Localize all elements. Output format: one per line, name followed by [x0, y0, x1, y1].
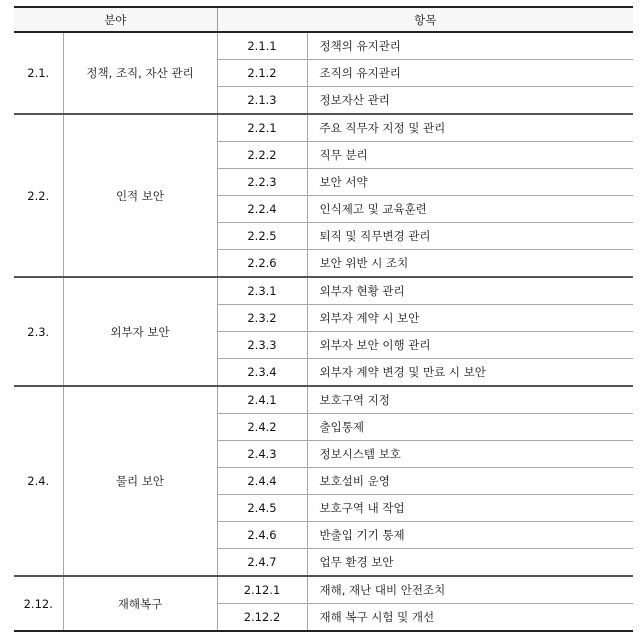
item-name: 반출입 기기 통제	[307, 522, 633, 549]
item-name: 보호구역 내 작업	[307, 495, 633, 522]
item-number: 2.4.5	[217, 495, 307, 522]
item-number: 2.2.1	[217, 114, 307, 142]
item-name: 외부자 계약 변경 및 만료 시 보안	[307, 359, 633, 387]
header-area: 분야	[14, 7, 217, 32]
item-number: 2.3.1	[217, 277, 307, 305]
area-name: 재해복구	[63, 576, 217, 631]
item-name: 조직의 유지관리	[307, 60, 633, 87]
item-number: 2.2.3	[217, 169, 307, 196]
item-name: 보안 서약	[307, 169, 633, 196]
item-name: 직무 분리	[307, 142, 633, 169]
table-body	[14, 32, 633, 631]
item-name: 퇴직 및 직무변경 관리	[307, 223, 633, 250]
item-name: 재해 복구 시험 및 개선	[307, 604, 633, 632]
item-number: 2.12.2	[217, 604, 307, 632]
area-name: 외부자 보안	[63, 277, 217, 386]
item-number: 2.4.7	[217, 549, 307, 577]
table-row	[14, 277, 633, 305]
area-number: 2.4.	[14, 386, 63, 576]
item-number: 2.4.4	[217, 468, 307, 495]
item-name: 정보자산 관리	[307, 87, 633, 115]
header-row	[14, 7, 633, 32]
table-row	[14, 576, 633, 604]
item-name: 재해, 재난 대비 안전조치	[307, 576, 633, 604]
control-items-table	[14, 6, 633, 632]
area-number: 2.1.	[14, 32, 63, 114]
item-number: 2.3.2	[217, 305, 307, 332]
item-name: 업무 환경 보안	[307, 549, 633, 577]
area-number: 2.3.	[14, 277, 63, 386]
area-number: 2.2.	[14, 114, 63, 277]
table-row	[14, 386, 633, 414]
item-name: 보안 위반 시 조치	[307, 250, 633, 278]
item-number: 2.4.1	[217, 386, 307, 414]
item-number: 2.4.3	[217, 441, 307, 468]
item-number: 2.1.3	[217, 87, 307, 115]
item-name: 외부자 계약 시 보안	[307, 305, 633, 332]
item-name: 보호구역 지정	[307, 386, 633, 414]
item-number: 2.1.1	[217, 32, 307, 60]
item-name: 인식제고 및 교육훈련	[307, 196, 633, 223]
item-number: 2.4.2	[217, 414, 307, 441]
table-row	[14, 32, 633, 60]
item-name: 외부자 보안 이행 관리	[307, 332, 633, 359]
item-number: 2.2.4	[217, 196, 307, 223]
item-number: 2.2.6	[217, 250, 307, 278]
area-name: 물리 보안	[63, 386, 217, 576]
item-name: 정책의 유지관리	[307, 32, 633, 60]
item-number: 2.2.2	[217, 142, 307, 169]
item-name: 주요 직무자 지정 및 관리	[307, 114, 633, 142]
item-name: 보호설비 운영	[307, 468, 633, 495]
table-row	[14, 114, 633, 142]
item-number: 2.3.3	[217, 332, 307, 359]
area-number: 2.12.	[14, 576, 63, 631]
header-item: 항목	[217, 7, 633, 32]
item-name: 출입통제	[307, 414, 633, 441]
item-name: 외부자 현황 관리	[307, 277, 633, 305]
area-name: 정책, 조직, 자산 관리	[63, 32, 217, 114]
item-number: 2.1.2	[217, 60, 307, 87]
item-number: 2.2.5	[217, 223, 307, 250]
item-number: 2.12.1	[217, 576, 307, 604]
item-name: 정보시스템 보호	[307, 441, 633, 468]
item-number: 2.4.6	[217, 522, 307, 549]
item-number: 2.3.4	[217, 359, 307, 387]
area-name: 인적 보안	[63, 114, 217, 277]
